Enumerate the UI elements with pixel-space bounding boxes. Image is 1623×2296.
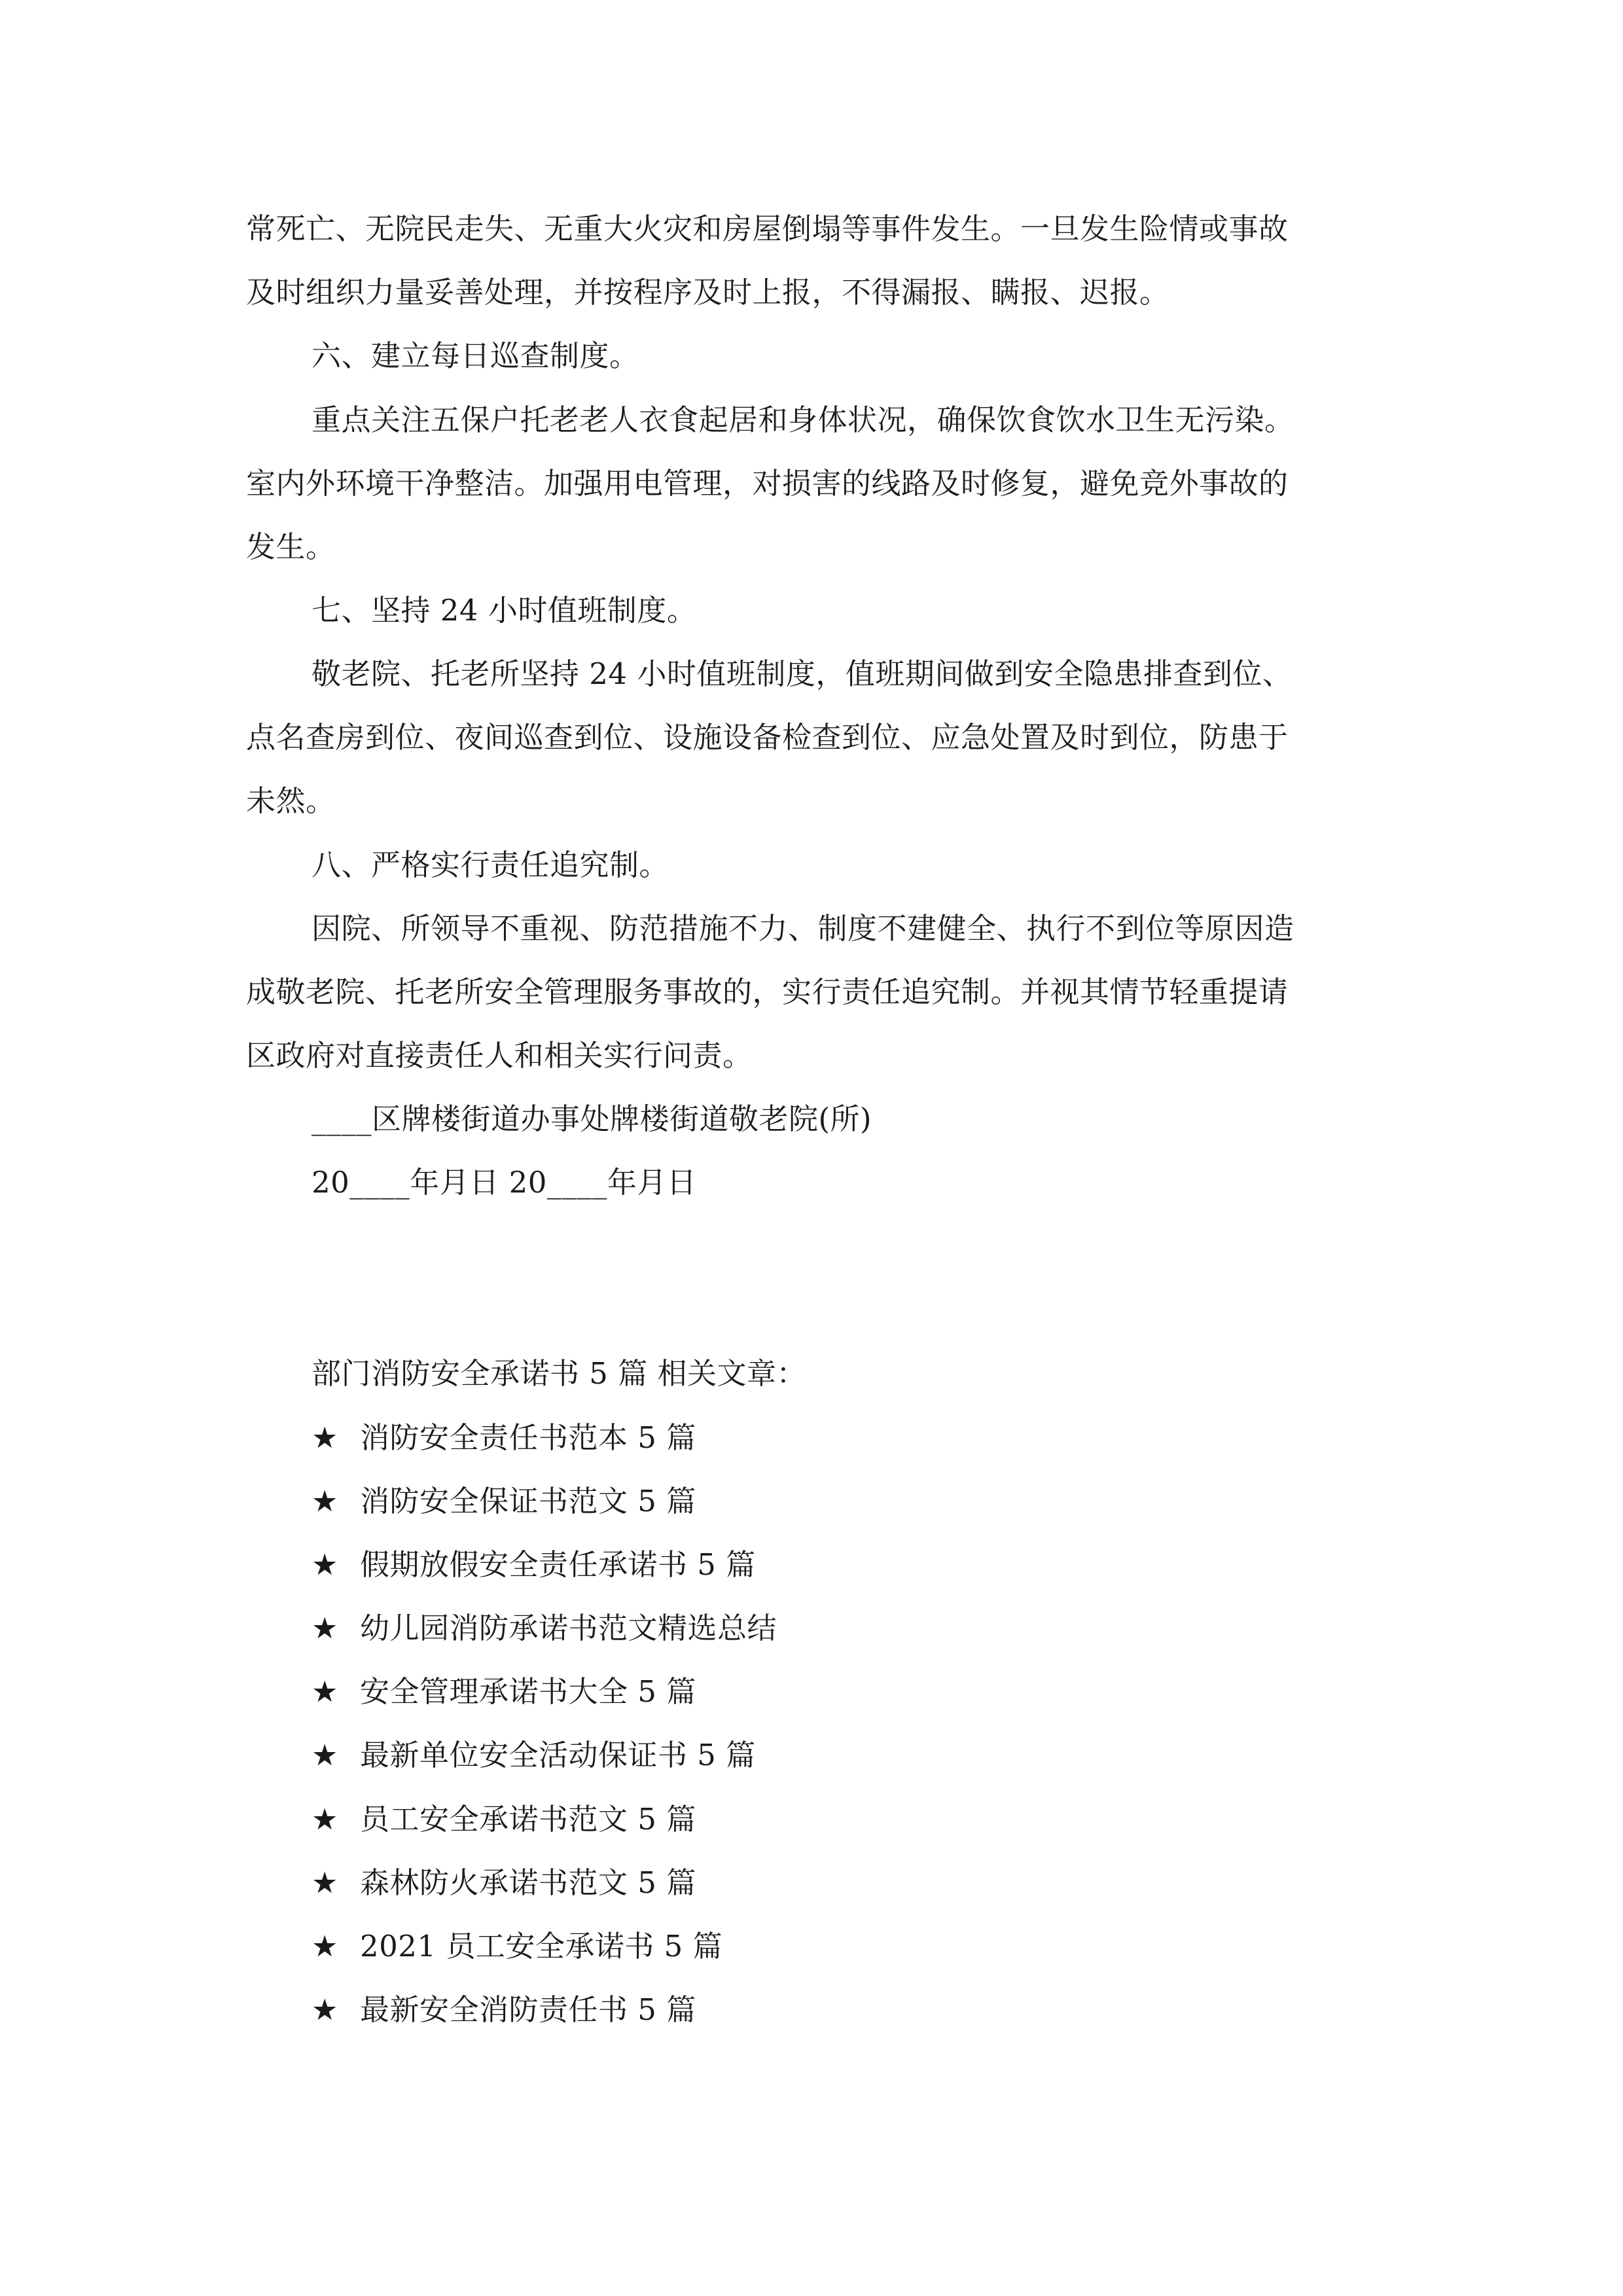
related-article-title: 员工安全承诺书范文 5 篇: [360, 1802, 696, 1837]
star-icon: ★: [312, 1992, 338, 2027]
related-article-title: 最新安全消防责任书 5 篇: [360, 1992, 696, 2027]
star-icon: ★: [312, 1738, 338, 1772]
related-article-link[interactable]: [312, 1672, 696, 1712]
related-article-link[interactable]: [312, 1482, 696, 1521]
related-article-title: 森林防火承诺书范文 5 篇: [360, 1865, 696, 1900]
date-line: 20____年月日 20____年月日: [312, 1165, 697, 1200]
paragraph-line: 点名查房到位、夜间巡查到位、设施设备检查到位、应急处置及时到位，防患于: [246, 720, 1289, 755]
paragraph-line: 室内外环境干净整洁。加强用电管理，对损害的线路及时修复，避免竞外事故的: [246, 466, 1289, 501]
section-heading-7: 七、坚持 24 小时值班制度。: [312, 593, 697, 628]
paragraph-line: 及时组织力量妥善处理，并按程序及时上报，不得漏报、瞒报、迟报。: [246, 275, 1169, 310]
related-article-title: 假期放假安全责任承诺书 5 篇: [360, 1547, 756, 1582]
related-article-title: 2021 员工安全承诺书 5 篇: [360, 1929, 723, 1964]
section-heading-6: 六、建立每日巡查制度。: [312, 338, 639, 373]
related-article-link[interactable]: [312, 1609, 777, 1648]
star-icon: ★: [312, 1611, 338, 1645]
related-article-link[interactable]: [312, 1863, 696, 1903]
star-icon: ★: [312, 1865, 338, 1900]
related-article-title: 消防安全责任书范本 5 篇: [360, 1420, 696, 1455]
related-article-title: 安全管理承诺书大全 5 篇: [360, 1674, 696, 1709]
paragraph-line: 发生。: [246, 529, 336, 564]
star-icon: ★: [312, 1547, 338, 1582]
related-article-link[interactable]: [312, 1927, 722, 1966]
related-article-link[interactable]: [312, 1736, 756, 1775]
star-icon: ★: [312, 1929, 338, 1964]
related-article-title: 最新单位安全活动保证书 5 篇: [360, 1738, 756, 1772]
related-article-link[interactable]: [312, 1545, 756, 1585]
paragraph-line: 区政府对直接责任人和相关实行问责。: [246, 1038, 753, 1073]
paragraph-line: 未然。: [246, 783, 336, 818]
paragraph-line: 敬老院、托老所坚持 24 小时值班制度，值班期间做到安全隐患排查到位、: [312, 656, 1293, 691]
related-article-title: 幼儿园消防承诺书范文精选总结: [360, 1611, 777, 1645]
star-icon: ★: [312, 1420, 338, 1455]
paragraph-line: 因院、所领导不重视、防范措施不力、制度不建健全、执行不到位等原因造: [312, 911, 1294, 946]
related-article-link[interactable]: [312, 1800, 696, 1839]
related-article-title: 消防安全保证书范文 5 篇: [360, 1484, 696, 1518]
star-icon: ★: [312, 1674, 338, 1709]
related-article-link[interactable]: [312, 1990, 696, 2030]
related-article-link[interactable]: [312, 1418, 696, 1458]
section-heading-8: 八、严格实行责任追究制。: [312, 848, 669, 882]
star-icon: ★: [312, 1484, 338, 1518]
paragraph-line: 成敬老院、托老所安全管理服务事故的，实行责任追究制。并视其情节轻重提请: [246, 975, 1289, 1009]
star-icon: ★: [312, 1802, 338, 1837]
related-articles-heading: 部门消防安全承诺书 5 篇 相关文章：: [312, 1356, 807, 1391]
signature-line: ____区牌楼街道办事处牌楼街道敬老院(所): [312, 1102, 872, 1136]
paragraph-line: 常死亡、无院民走失、无重大火灾和房屋倒塌等事件发生。一旦发生险情或事故: [246, 211, 1289, 246]
paragraph-line: 重点关注五保户托老老人衣食起居和身体状况，确保饮食饮水卫生无污染。: [312, 403, 1294, 437]
